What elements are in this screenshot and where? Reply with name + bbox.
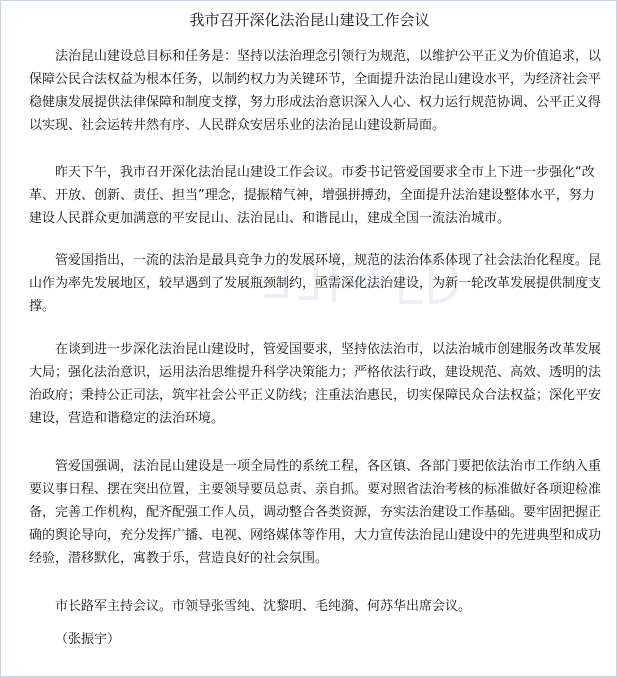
- paragraph-4: 在谈到进一步深化法治昆山建设时，管爱国要求，坚持依法治市，以法治城市创建服务改革发展大局；强化法治意识，运用法治思维提升科学决策能力；严格依法行政，建设规范、高效、透明的法治政府；秉持公正司法，筑牢社会公平正义防线；注重法治惠民，切实保障民众合法权益；深化平安建设，营造和谐稳定的法治环境。: [29, 342, 602, 426]
- author-byline: （张振宇）: [55, 632, 121, 647]
- paragraph-5: 管爱国强调，法治昆山建设是一项全局性的系统工程，各区镇、各部门要把依法治市工作纳入重要议事日程、摆在突出位置，主要领导要员总责、亲自抓。要对照省法治考核的标准做好各项迎检准备，完善工作机构，配齐配强工作人员，调动整合各类资源，夯实法治建设工作基础。要牢固把握正确的舆论导向，充分发挥广播、电视、网络媒体等作用，大力宣传法治昆山建设中的先进典型和成功经验，潜移默化，寓教于乐，营造良好的社会氛围。: [29, 459, 602, 566]
- article-body: [1, 1, 616, 676]
- paragraph-3: 管爱国指出，一流的法治是最具竞争力的发展环境，规范的法治体系体现了社会法治化程度。昆山作为率先发展地区，较早遇到了发展瓶颈制约，亟需深化法治建设，为新一轮改革发展提供制度支撑。: [29, 253, 602, 314]
- paragraph-6: 市长路军主持会议。市领导张雪纯、沈黎明、毛纯漪、何苏华出席会议。: [55, 599, 472, 614]
- paragraph-2: 昨天下午，我市召开深化法治昆山建设工作会议。市委书记管爱国要求全市上下进一步强化“改革、开放、创新、责任、担当”理念，提振精气神，增强拼搏劲，全面提升法治建设整体水平，努力建设人民群众更加满意的平安昆山、法治昆山、和谐昆山，建成全国一流法治城市。: [29, 165, 595, 226]
- article-title: 我市召开深化法治昆山建设工作会议: [189, 11, 430, 29]
- paragraph-1: 法治昆山建设总目标和任务是：坚持以法治理念引领行为规范，以维护公平正义为价值追求，以保障公民合法权益为根本任务，以制约权力为关键环节，全面提升法治昆山建设水平，为经济社会平稳健康发展提供法律保障和制度支撑，努力形成法治意识深入人心、权力运行规范协调、公平正义得以实现、社会运转井然有序、人民群众安居乐业的法治昆山建设新局面。: [29, 49, 602, 133]
